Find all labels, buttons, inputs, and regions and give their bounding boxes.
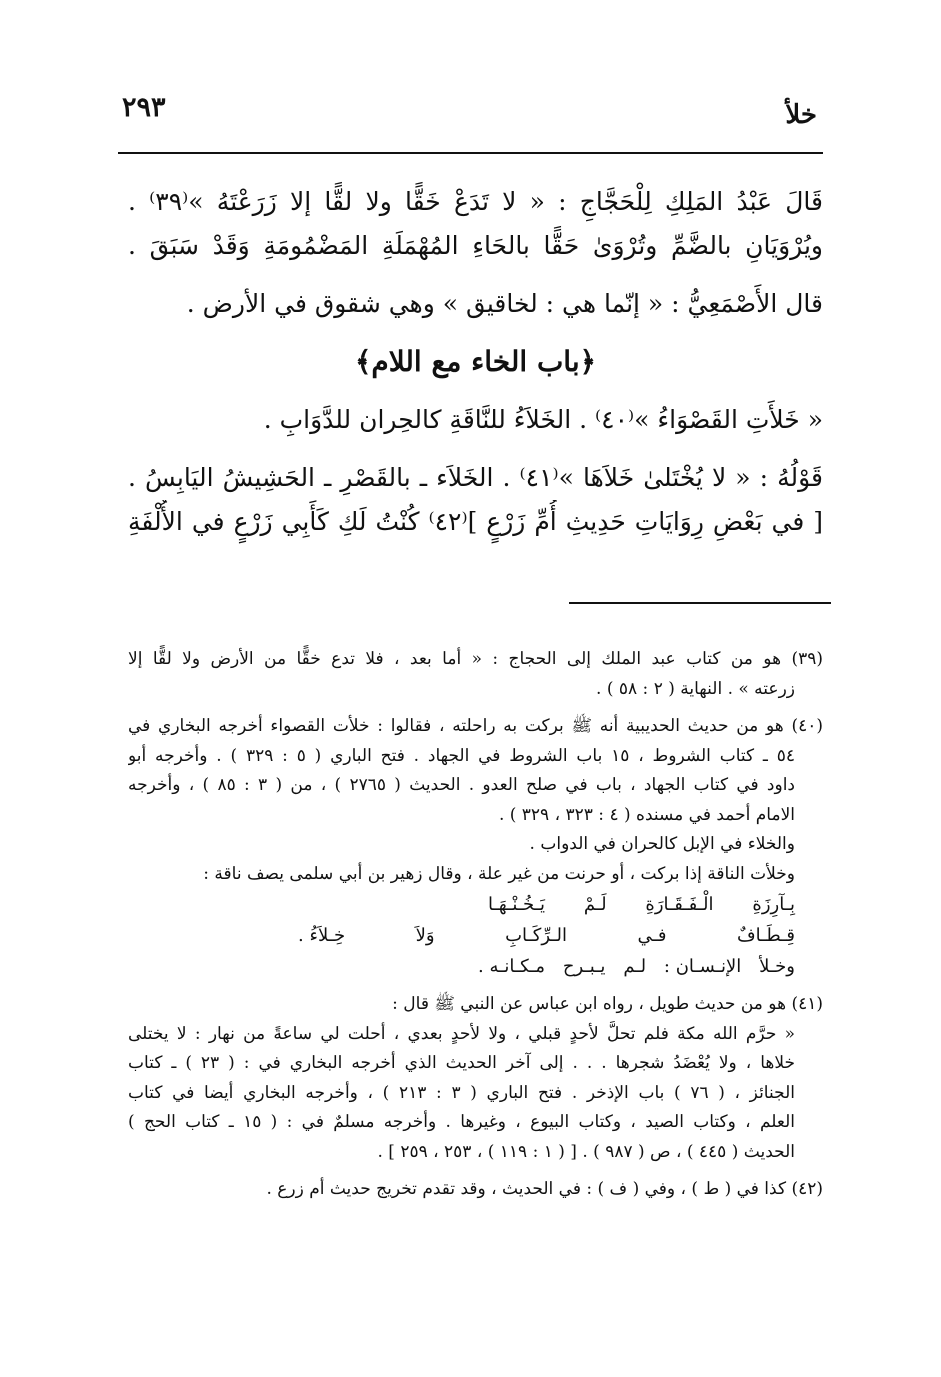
running-head — [118, 92, 823, 142]
text-line: قَالَ عَبْدُ المَلِكِ لِلْحَجَّاجِ : « لا تَدَعْ خَقًّا ولا لقًّا إلا زَرَعْتَهُ »⁽٣٩⁾ . — [128, 187, 823, 216]
footnote-line: خلاها ، ولا يُعْضَدُ شجرها . . . إلى آخر الحديث الذي أخرجه البخاري في : ( ٢٣ ) ـ كتاب — [128, 1053, 795, 1073]
footnote-39 — [128, 645, 823, 704]
verse-word: يَـخُـنْـهَـا — [488, 894, 545, 915]
footnote-line: ٥٤ ـ كتاب الشروط ، ١٥ باب الشروط في الجهاد . فتح الباري ( ٥ : ٣٢٩ ) . وأخرجه أبو — [128, 745, 795, 766]
footnote-line: « حرَّم الله مكة فلم تحلَّ لأحدٍ قبلي ، ولا لأحدٍ بعدي ، أحلت لي ساعةً من نهار : لا يختلى — [128, 1023, 795, 1044]
text-line: قال الأَصْمَعِيُّ : « إنّما هي : لخاقيق » وهي شقوق في الأرض . — [186, 289, 823, 318]
verse-word: يـبـرح — [562, 956, 606, 977]
spacer — [128, 268, 823, 282]
footnotes — [128, 645, 823, 1213]
footnote-line: (٤٠) هو من حديث الحديبية أنه ﷺ بركت به راحلته ، فقالوا : خلأت القصواء أخرجه البخاري في — [128, 716, 823, 736]
verse-word: خِـلاَءُ . — [298, 925, 346, 946]
verse-word: وَلاَ — [415, 925, 435, 946]
verse-word: لَـمْ — [583, 894, 607, 915]
text-line: ويُرْوَيَانِ بالضَّمِّ وتُرْوَىٰ حَقًّا بالحَاءِ المُهْمَلَةِ المَضْمُومَةِ وَقَدْ سَبَقَ . — [128, 231, 823, 260]
section-title: ﴿باب الخاء مع اللام﴾ — [354, 345, 597, 378]
footnote-line: داود في كتاب الجهاد ، باب في صلح العدو . الحديث ( ٢٧٦٥ ) ، من ( ٣ : ٨٥ ) ، وأخرجه — [128, 775, 795, 795]
text-line: « خَلأَتِ القَصْوَاءُ »⁽٤٠⁾ . الخَلاَءُ للنَّاقَةِ كالحِران للدَّوَابِ . — [263, 405, 823, 434]
verse-word: لـم — [623, 956, 647, 977]
spacer — [128, 442, 823, 456]
verse-word: وخـلأ — [759, 956, 795, 977]
footnote-rule — [569, 602, 831, 604]
text-line: قَوْلُهُ : « لا يُخْتَلىٰ خَلاَهَا »⁽٤١⁾ . الخَلاَء ـ بالقَصْرِ ـ الحَشِيشُ اليَابِسُ . — [128, 463, 823, 492]
footnote-line: (٤٢) كذا في ( ط ) ، وفي ( ف ) : في الحديث ، وقد تقدم تخريج حديث أم زرع . — [266, 1179, 823, 1199]
verse-word: الإنـسـان : — [663, 956, 742, 977]
verse-line — [128, 920, 823, 951]
verse-word: قِـطَـافٌ — [736, 925, 795, 946]
footnote-line: وخلأت الناقة إذا بركت ، أو حرنت من غير علة ، وقال زهير بن أبي سلمى يصف ناقة : — [203, 863, 795, 884]
running-head-word: خلأ — [785, 100, 817, 130]
page-number: ٢٩٣ — [122, 92, 166, 123]
verse-line — [128, 889, 823, 920]
footnote-41 — [128, 990, 823, 1167]
footnote-42 — [128, 1175, 823, 1205]
footnote-line: (٣٩) هو من كتاب عبد الملك إلى الحجاج : « أما بعد ، فلا تدع خقًّا من الأرض ولا لقًّا إلا — [128, 649, 823, 669]
footnote-line: (٤١) هو من حديث طويل ، رواه ابن عباس عن النبي ﷺ قال : — [392, 994, 823, 1014]
footnote-line: العلم ، وكتاب الصيد ، وكتاب البيوع ، وغيرها . وأخرجه مسلمٌ في : ( ١٥ ـ كتاب الحج ) — [128, 1112, 795, 1132]
verse-word: مـكـانـه . — [478, 956, 546, 977]
footnote-line: والخلاء في الإبل كالحران في الدواب . — [529, 834, 795, 854]
verse-word: الـرِّكَـابِ — [505, 925, 568, 946]
main-text — [128, 180, 823, 544]
verse-word: فـي — [637, 925, 667, 946]
verse-word: الْـفَـقَـارَةِ — [645, 894, 714, 915]
footnote-line: الجنائز ، ( ٧٦ ) باب الإذخر . فتح الباري ( ٣ : ٢١٣ ) ، وأخرجه البخاري أيضا في كتاب — [128, 1082, 795, 1103]
verse-word: بِـآرِزَةِ — [752, 894, 795, 915]
footnote-line: الحديث ( ٤٤٥ ) ، ص ( ٩٨٧ ) . [ ( ١ : ١١٩ ) ، ٢٥٣ ، ٢٥٩ ] . — [377, 1141, 795, 1162]
footnote-line: زرعته » . النهاية ( ٢ : ٥٨ ) . — [596, 678, 795, 699]
header-rule — [118, 152, 823, 154]
text-line: [ في بَعْضِ رِوَايَاتِ حَدِيثِ أُمِّ زَرْعٍ ]⁽٤٢⁾ كُنْتُ لَكِ كَأَبِي زَرْعٍ في الأُلْفَةِ — [128, 507, 823, 536]
footnote-40 — [128, 712, 823, 982]
footnote-line: الامام أحمد في مسنده ( ٤ : ٣٢٣ ، ٣٢٩ ) . — [498, 804, 795, 825]
verse-line — [128, 951, 823, 982]
